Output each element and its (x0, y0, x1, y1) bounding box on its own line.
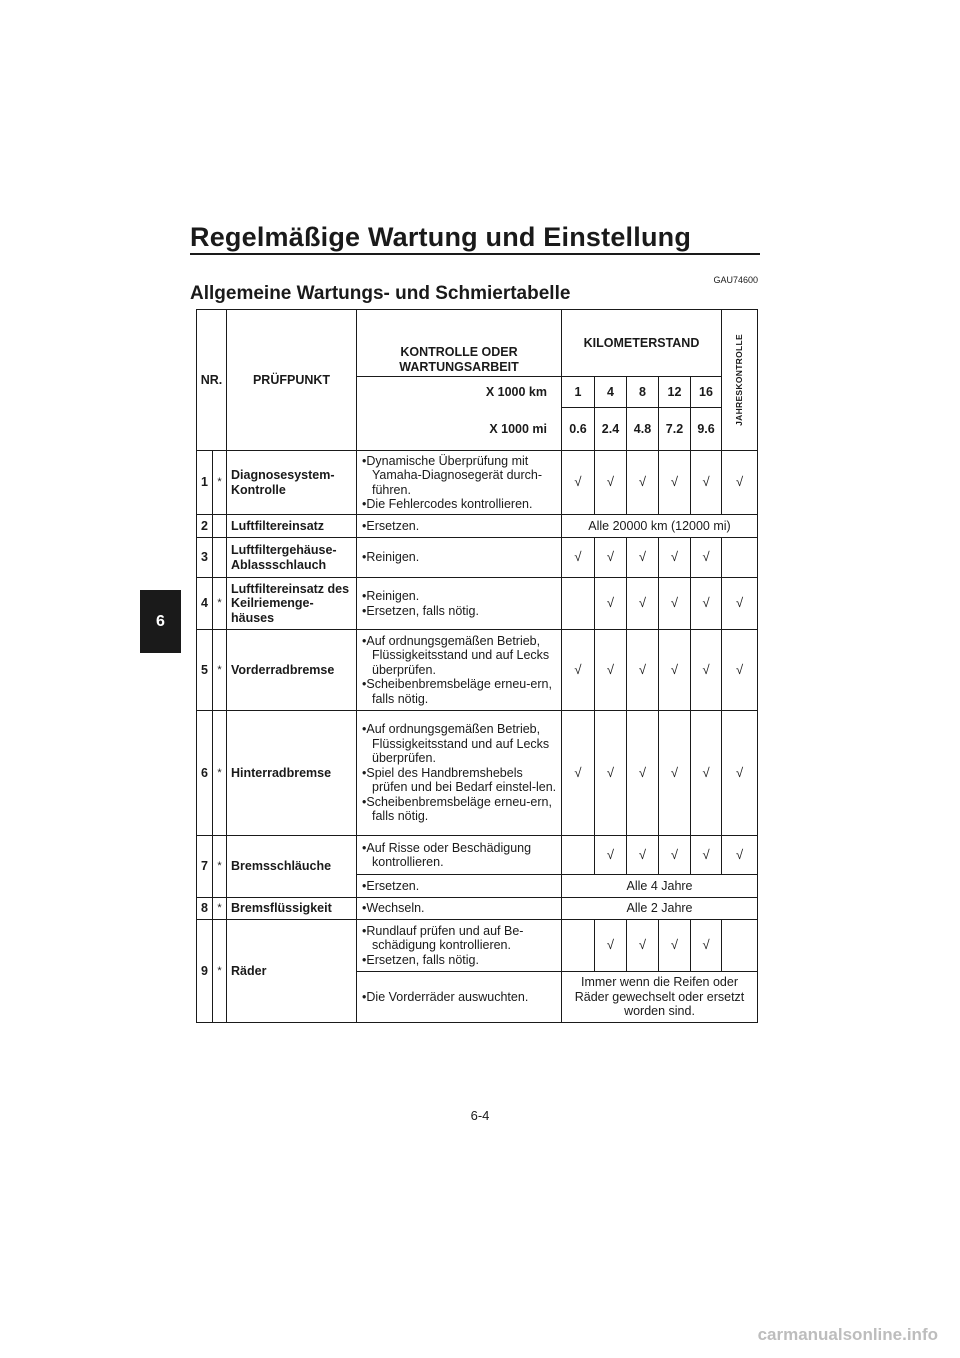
check-mark: √ (562, 451, 595, 515)
check-mark: √ (627, 920, 659, 972)
task-bullet: • Ersetzen. (362, 519, 558, 534)
header-km-value: 1 (562, 377, 595, 408)
empty-cell (562, 836, 595, 875)
check-mark: √ (722, 630, 758, 711)
row-task (357, 711, 562, 836)
check-mark: √ (659, 836, 691, 875)
row-task (357, 972, 562, 1023)
header-mi-value: 4.8 (627, 408, 659, 451)
row-check-item: Räder (227, 920, 357, 1023)
header-km-value: 12 (659, 377, 691, 408)
check-mark: √ (722, 711, 758, 836)
row-task (357, 898, 562, 920)
check-mark: √ (595, 538, 627, 578)
row-star: * (213, 898, 227, 920)
task-bullet: • Scheibenbremsbeläge erneu-ern, falls nötig. (362, 795, 558, 824)
header-check-item: PRÜFPUNKT (227, 310, 357, 451)
row-task (357, 630, 562, 711)
row-star: * (213, 630, 227, 711)
row-number: 8 (197, 898, 213, 920)
row-star: * (213, 711, 227, 836)
row-number: 1 (197, 451, 213, 515)
row-check-item: Bremsflüssigkeit (227, 898, 357, 920)
check-mark: √ (595, 630, 627, 711)
page-title: Regelmäßige Wartung und Einstellung (190, 222, 692, 252)
row-task (357, 515, 562, 538)
check-mark: √ (595, 836, 627, 875)
check-mark: √ (627, 630, 659, 711)
table-row (197, 451, 758, 515)
check-mark: √ (595, 578, 627, 630)
task-bullet: • Spiel des Handbremshebels prüfen und bei Bedarf einstel-len. (362, 766, 558, 795)
row-star: * (213, 836, 227, 898)
table-row (197, 711, 758, 836)
row-task (357, 836, 562, 875)
check-mark: √ (562, 711, 595, 836)
chapter-tab: 6 (140, 590, 181, 653)
check-mark: √ (691, 920, 722, 972)
task-bullet: • Auf ordnungsgemäßen Betrieb, Flüssigkeitsstand und auf Lecks überprüfen. (362, 634, 558, 678)
check-mark: √ (691, 451, 722, 515)
task-bullet: • Reinigen. (362, 589, 558, 604)
header-annual-check: JAHRESKONTROLLE (722, 310, 758, 451)
task-bullet: • Scheibenbremsbeläge erneu-ern, falls nötig. (362, 677, 558, 706)
check-mark: √ (595, 920, 627, 972)
page-number: 6-4 (470, 1108, 490, 1123)
check-mark: √ (691, 630, 722, 711)
title-rule (190, 253, 760, 255)
row-interval: Alle 20000 km (12000 mi) (562, 515, 758, 538)
header-unit-km: X 1000 km (357, 377, 562, 408)
task-bullet: • Wechseln. (362, 901, 558, 916)
header-mi-value: 9.6 (691, 408, 722, 451)
header-mi-value: 0.6 (562, 408, 595, 451)
task-bullet: • Dynamische Überprüfung mit Yamaha-Diagnosegerät durch-führen. (362, 454, 558, 498)
row-star (213, 515, 227, 538)
empty-cell (562, 578, 595, 630)
check-mark: √ (659, 538, 691, 578)
table-row (197, 578, 758, 630)
check-mark: √ (691, 711, 722, 836)
check-mark: √ (691, 836, 722, 875)
row-check-item: Luftfiltereinsatz (227, 515, 357, 538)
check-mark: √ (627, 711, 659, 836)
row-star: * (213, 578, 227, 630)
row-task (357, 451, 562, 515)
header-km-value: 8 (627, 377, 659, 408)
table-row (197, 630, 758, 711)
check-mark: √ (627, 578, 659, 630)
row-check-item: Luftfiltergehäuse-Ablassschlauch (227, 538, 357, 578)
check-mark: √ (627, 538, 659, 578)
check-mark: √ (627, 836, 659, 875)
task-bullet: • Ersetzen, falls nötig. (362, 953, 558, 968)
check-mark: √ (722, 836, 758, 875)
row-star (213, 538, 227, 578)
row-star: * (213, 920, 227, 1023)
row-number: 6 (197, 711, 213, 836)
header-unit-mi: X 1000 mi (357, 408, 562, 451)
row-number: 4 (197, 578, 213, 630)
check-mark: √ (562, 538, 595, 578)
header-mi-value: 2.4 (595, 408, 627, 451)
row-task (357, 920, 562, 972)
header-task: KONTROLLE ODER WARTUNGSARBEIT (357, 310, 562, 377)
empty-cell (722, 920, 758, 972)
row-interval: Alle 4 Jahre (562, 875, 758, 898)
table-row (197, 538, 758, 578)
header-nr: NR. (197, 310, 227, 451)
section-title: Allgemeine Wartungs- und Schmiertabelle (190, 283, 571, 304)
row-number: 2 (197, 515, 213, 538)
table-row (197, 836, 758, 875)
task-bullet: • Ersetzen, falls nötig. (362, 604, 558, 619)
row-check-item: Hinterradbremse (227, 711, 357, 836)
check-mark: √ (722, 451, 758, 515)
check-mark: √ (659, 711, 691, 836)
task-bullet: • Rundlauf prüfen und auf Be-schädigung kontrollieren. (362, 924, 558, 953)
check-mark: √ (659, 630, 691, 711)
check-mark: √ (562, 630, 595, 711)
task-bullet: • Ersetzen. (362, 879, 558, 894)
header-odometer: KILOMETERSTAND (562, 310, 722, 377)
row-star: * (213, 451, 227, 515)
check-mark: √ (691, 578, 722, 630)
row-number: 5 (197, 630, 213, 711)
empty-cell (562, 920, 595, 972)
row-number: 3 (197, 538, 213, 578)
table-header-row (197, 310, 758, 377)
task-bullet: • Die Vorderräder auswuchten. (362, 990, 558, 1005)
header-km-value: 16 (691, 377, 722, 408)
check-mark: √ (595, 711, 627, 836)
check-mark: √ (595, 451, 627, 515)
row-check-item: Vorderradbremse (227, 630, 357, 711)
table-row (197, 898, 758, 920)
check-mark: √ (659, 920, 691, 972)
row-task (357, 578, 562, 630)
table-row (197, 920, 758, 972)
row-task (357, 538, 562, 578)
check-mark: √ (659, 578, 691, 630)
row-check-item: Diagnosesystem-Kontrolle (227, 451, 357, 515)
check-mark: √ (659, 451, 691, 515)
row-number: 7 (197, 836, 213, 898)
table-row (197, 515, 758, 538)
watermark: carmanualsonline.info (757, 1325, 938, 1344)
check-mark: √ (627, 451, 659, 515)
task-bullet: • Auf Risse oder Beschädigung kontrollieren. (362, 841, 558, 870)
document-code: GAU74600 (713, 275, 758, 285)
row-task (357, 875, 562, 898)
row-check-item: Bremsschläuche (227, 836, 357, 898)
row-check-item: Luftfiltereinsatz des Keilriemenge-häuses (227, 578, 357, 630)
check-mark: √ (722, 578, 758, 630)
maintenance-table (196, 309, 758, 1023)
task-bullet: • Die Fehlercodes kontrollieren. (362, 497, 558, 512)
task-bullet: • Auf ordnungsgemäßen Betrieb, Flüssigkeitsstand und auf Lecks überprüfen. (362, 722, 558, 766)
header-km-value: 4 (595, 377, 627, 408)
row-number: 9 (197, 920, 213, 1023)
task-bullet: • Reinigen. (362, 550, 558, 565)
header-mi-value: 7.2 (659, 408, 691, 451)
check-mark: √ (691, 538, 722, 578)
row-interval: Alle 2 Jahre (562, 898, 758, 920)
row-interval: Immer wenn die Reifen oder Räder gewechselt oder ersetzt worden sind. (562, 972, 758, 1023)
empty-cell (722, 538, 758, 578)
